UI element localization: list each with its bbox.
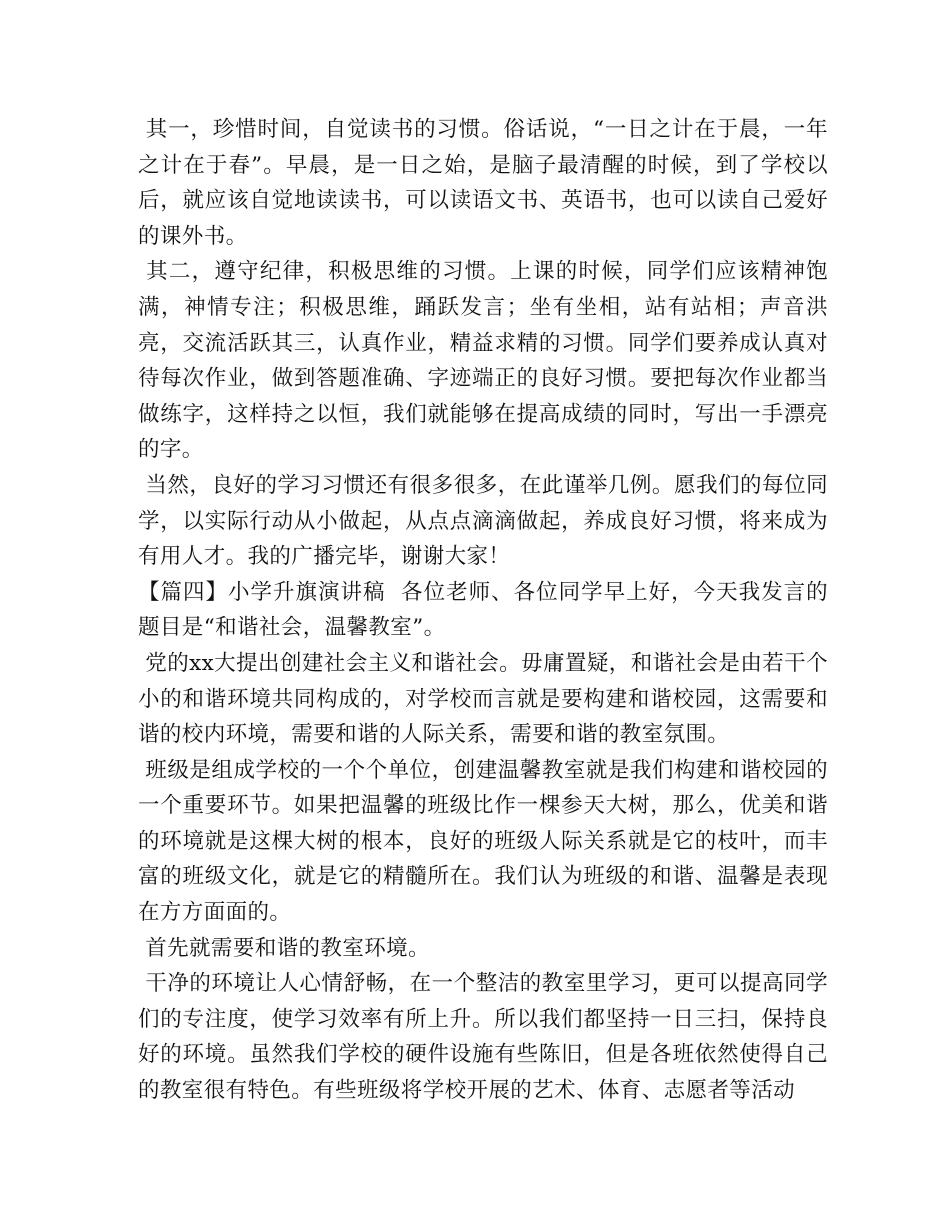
paragraph-conclusion: 当然，良好的学习习惯还有很多很多，在此谨举几例。愿我们的每位同学，以实际行动从小做起，从点点滴滴做起，养成良好习惯，将来成为有用人才。我的广播完毕，谢谢大家！ [138,472,828,570]
paragraph-section-four-heading: 【篇四】小学升旗演讲稿 各位老师、各位同学早上好，今天我发言的题目是“和谐社会，温馨教室”。 [138,579,828,641]
document-body [138,112,828,1109]
paragraph-class-unit: 班级是组成学校的一个个单位，创建温馨教室就是我们构建和谐校园的一个重要环节。如果把温馨的班级比作一棵参天大树，那么，优美和谐的环境就是这棵大树的根本，良好的班级人际关系就是它的枝叶，而丰富的班级文化，就是它的精髓所在。我们认为班级的和谐、温馨是表现在方方面面的。 [138,757,828,926]
paragraph-classroom-environment: 首先就需要和谐的教室环境。 [138,935,430,961]
paragraph-clean-environment: 干净的环境让人心情舒畅，在一个整洁的教室里学习，更可以提高同学们的专注度，使学习效率有所上升。所以我们都坚持一日三扫，保持良好的环境。虽然我们学校的硬件设施有些陈旧，但是各班依然使得自己的教室很有特色。有些班级将学校开展的艺术、体育、志愿者等活动 [138,971,828,1104]
paragraph-habit-reading: 其一，珍惜时间，自觉读书的习惯。俗话说，“一日之计在于晨，一年之计在于春”。早晨，是一日之始，是脑子最清醒的时候，到了学校以后，就应该自觉地读读书，可以读语文书、英语书，也可以读自己爱好的课外书。 [138,117,828,249]
paragraph-harmonious-society: 党的xx大提出创建社会主义和谐社会。毋庸置疑，和谐社会是由若干个小的和谐环境共同构成的，对学校而言就是要构建和谐校园，这需要和谐的校内环境，需要和谐的人际关系，需要和谐的教室氛围。 [138,650,828,748]
paragraph-habit-discipline: 其二，遵守纪律，积极思维的习惯。上课的时候，同学们应该精神饱满，神情专注；积极思维，踊跃发言；坐有坐相，站有站相；声音洪亮，交流活跃其三，认真作业，精益求精的习惯。同学们要养成认真对待每次作业，做到答题准确、字迹端正的良好习惯。要把每次作业都当做练字，这样持之以恒，我们就能够在提高成绩的同时，写出一手漂亮的字。 [138,259,828,463]
